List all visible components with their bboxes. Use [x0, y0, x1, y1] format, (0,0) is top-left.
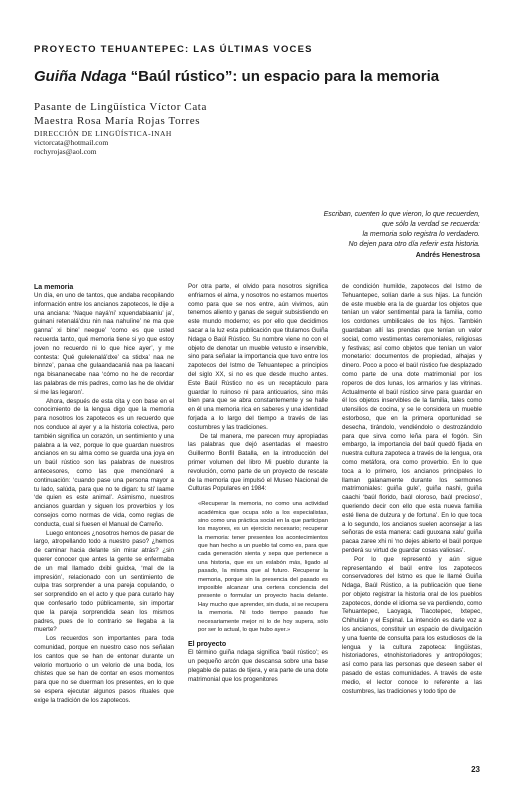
author-name: Pasante de Lingüística Víctor Cata: [34, 101, 207, 113]
epigraph-attribution: Andrés Henestrosa: [415, 251, 480, 259]
epigraph-line: la memoria solo registra lo verdadero.: [362, 231, 480, 239]
section-heading-memoria: La memoria: [34, 284, 74, 291]
epigraph-line: No dejen para otro día referir esta historia.: [348, 241, 480, 249]
page-number: 23: [471, 765, 480, 774]
article-title: [34, 68, 494, 86]
block-quote: «Recuperar la memoria, no como una actividad académica que ocupa sólo a los especialistas, sino como una práctica social en la que participan los mayores, es un ejercicio necesario; recuperar la memoria: tener presentes los acontecimientos que han hecho a un pueblo tal como es, para que cada generación sienta y sepa que pertenece a una historia, que es un eslabón más, ligado al pasado, la misma que al futuro. Recuperar la memoria, porque sin la presencia del pasado es imposible alcanzar una certera conciencia del presente o formular un proyecto hacia delante. Hay mucho que aprender, sin duda, si se recupera la memoria. Ni todo tiempo pasado fue necesariamente mejor ni lo de hoy supera, sólo por ser lo actual, lo que hubo ayer.»: [198, 501, 328, 633]
body-paragraph: de condición humilde, zapotecos del Istmo de Tehuantepec, solían darle a sus hijas. La función de este mueble era la de guardar los objetos que tenían un valor sentimental para la familia, como los cordones umbilicales de los hijos. También guardaban allí las prendas que tenían un valor social, como vestimentas ceremoniales, religiosas y festivas; así como objetos que tenían un valor monetario: documentos de propiedad, alhajas y dinero. Poco a poco el baúl rústico fue desplazado como parte de una dote matrimonial por los roperos de dos lunas, los armarios y las vitrinas. Actualmente el baúl rústico sirve para guardar en él los objetos inservibles de la familia, tales como utensilios de cocina, y se le considera un mueble estorboso, que en la primera oportunidad se desecha, tirándolo, vendiéndolo o destrozándolo para que sirva como leña para el fogón. Sin embargo, la importancia del baúl quedó fijada en nuestra cultura zapoteca a través de la lengua, ora como metáfora, ora como proverbio. En lo que toca a lo primero, los ancianos principales lo llaman galanamente durante los sermones matrimoniales: guiña gule’, guiña nashi, guiña caachi ‘baúl florido, baúl oloroso, baúl precioso’, queriendo decir con ello que esta nueva familia esté llena de dulzura y de fortuna’. En lo que toca a lo segundo, los ancianos suelen aconsejar a las señoras de esta manera: cadi guuxana xalu’ guiña pacaa zaree xhi ni ‘no dejes abierto el baúl porque perderá su virtud de guardar cosas valiosas’.: [342, 283, 482, 554]
body-paragraph: Los recuerdos son importantes para toda comunidad, porque en nuestro caso nos señalan los cantos que se han de entonar durante un velorio mortuorio o un velorio de una boda, los chistes que se han de contar en esos momentos para que no se duerman los presentes, en lo que se espera ejecutar algunos pasos rituales que exige la tradición de los zapotecos.: [34, 635, 174, 704]
section-label: PROYECTO TEHUANTEPEC: LAS ÚLTIMAS VOCES: [34, 44, 313, 55]
article-title-rest: “Baúl rústico”: un espacio para la memoria: [126, 68, 440, 85]
author-email: victorcata@hotmail.com: [34, 137, 109, 147]
column-3: [342, 283, 482, 696]
column-1: [34, 283, 174, 706]
body-paragraph: Luego entonces ¿nosotros hemos de pasar de largo, atropellando todo a nuestro paso? ¿hemos de caminar hacia delante sin mirar atrás? ¿sin querer conocer que antes la gente se enfermaba de un mal llamado dxibi guidxa, ‘mal de la impresión’, relacionado con un sentimiento de culpa tras sorprender a una pareja copulando, o ser sorprendido en el acto y que para curarlo hay que confesarlo todo públicamente, sin importar que la pareja sorprendida sean los mismos padres, pues de lo contrario se llegaba a la muerte?: [34, 529, 174, 634]
author-block: [34, 101, 334, 157]
author-email: rochyrojas@aol.com: [34, 147, 97, 157]
section-heading-proyecto: El proyecto: [188, 641, 227, 649]
body-paragraph: Por lo que representó y aún sigue representando el baúl entre los zapotecos conservadores del Istmo es que le llamé Guiña Ndaga, Baúl Rústico, a la publicación que tiene por objeto registrar la historia oral de los pueblos zapotecos, donde el idioma se va perdiendo, como Tehuantepec, Laoyaga, Tlacotepec, Ixtepec, Chihuitán y el Espinal. La intención es darle voz a los ancianos, constituir un espacio de divulgación y una fuente de consulta para los estudiosos de la lengua y la cultura zapoteca: lingüistas, historiadores, etnohistoriadores y antropólogos; así como para las personas que deseen saber el pasado de estas comunidades. A través de este medio, el lector conoce lo referente a las costumbres, las tradiciones y todo tipo de: [342, 555, 482, 695]
body-paragraph: Ahora, después de esta cita y con base en el conocimiento de la lengua digo que la memoria para nosotros los zapotecos es un recuerdo que nos conduce al ayer y a la historia colectiva, pero también significa un corazón, un sentimiento y una palabra a la vez, porque lo que guardan nuestros ancianos en su alma como se guarda una joya en un baúl rústico son las palabras de nuestros antecesores, como las que menciónaré a continuación: ‘cuando pase una persona mayor a tu lado, salúda, para que no te digan: tu sti’ laame ‘de quien es este animal’. Asimismo, nuestros ancianos guardan y siguen los proverbios y los consejos como normas de vida, como reglas de conducta, cual si fuesen el Manual de Carreño.: [34, 397, 174, 528]
body-paragraph: Por otra parte, el olvido para nosotros significa enfriarnos el alma, y nosotros no estamos muertos como para que se nos entre, aún vivimos, aún tenemos aliento y ganas de seguir subsistiendo en este mundo moderno; es por ello que decidimos sacar a la luz esta publicación que titulamos Guiña Ndaga o Baúl Rústico. Su nombre viene no con el objeto de denotar un mueble vetusto e inservible, sino para señalar la importancia que tuvo entre los zapotecos del Istmo de Tehuantepec a principios del siglo XX, si no es que desde mucho antes. Este Baúl Rústico no es un receptáculo para guardar lo ruinoso ni para anticuarios, sino más bien para que se abra constantemente y se halle en él una memoria rica en saberes y una identidad forjada a lo largo del tiempo a través de las costumbres y las tradiciones.: [188, 283, 328, 431]
article-title-italic: Guiña Ndaga: [34, 68, 127, 85]
body-paragraph: De tal manera, me parecen muy apropiadas las palabras que dejó asentadas el maestro Guillermo Bonfil Batalla, en la introducción del primer volumen del libro Mi pueblo durante la revolución, como parte de un proyecto de rescate de la memoria que impulsó el Museo Nacional de Culturas Populares en 1984:: [188, 432, 328, 493]
epigraph-line: Escriban, cuenten lo que vieron, lo que recuerden,: [323, 211, 480, 218]
body-paragraph: Un día, en uno de tantos, que andaba recopilando información entre los ancianos zapotecos, le dije a una anciana: ‘Naque nayá’ni’ xquendabiaaniu’ ja’, guinani retenalá’dxu nin naa nahuíine’ ne ma que ganna’ xi bine’ neegue’ ‘como es que usted recuerda tanto, qué memoria tiene si yo que estoy joven no recuerdo ni lo que hice ayer’, y me contesta: Qué gulelenalá’dxe’ ca stidxa’ naa ne binnze’, panaa che gulaandacaniá naa pa laacani nga bisananecabe naa ‘cómo no he de recordar las palabras de mis padres, como las he de olvidar si me las legaron’.: [34, 292, 174, 396]
author-affiliation: DIRECCIÓN DE LINGÜÍSTICA-INAH: [34, 128, 172, 138]
epigraph: [230, 210, 480, 261]
column-2: [188, 283, 328, 685]
author-name: Maestra Rosa María Rojas Torres: [34, 114, 201, 127]
body-paragraph: El término guiña ndaga significa ‘baúl rústico’; es un pequeño arcón que descansa sobre una base plegable de patas de tijera, y era parte de una dote matrimonial que los progenitores: [188, 649, 329, 683]
epigraph-line: que sólo la verdad se recuerda:: [381, 221, 480, 229]
